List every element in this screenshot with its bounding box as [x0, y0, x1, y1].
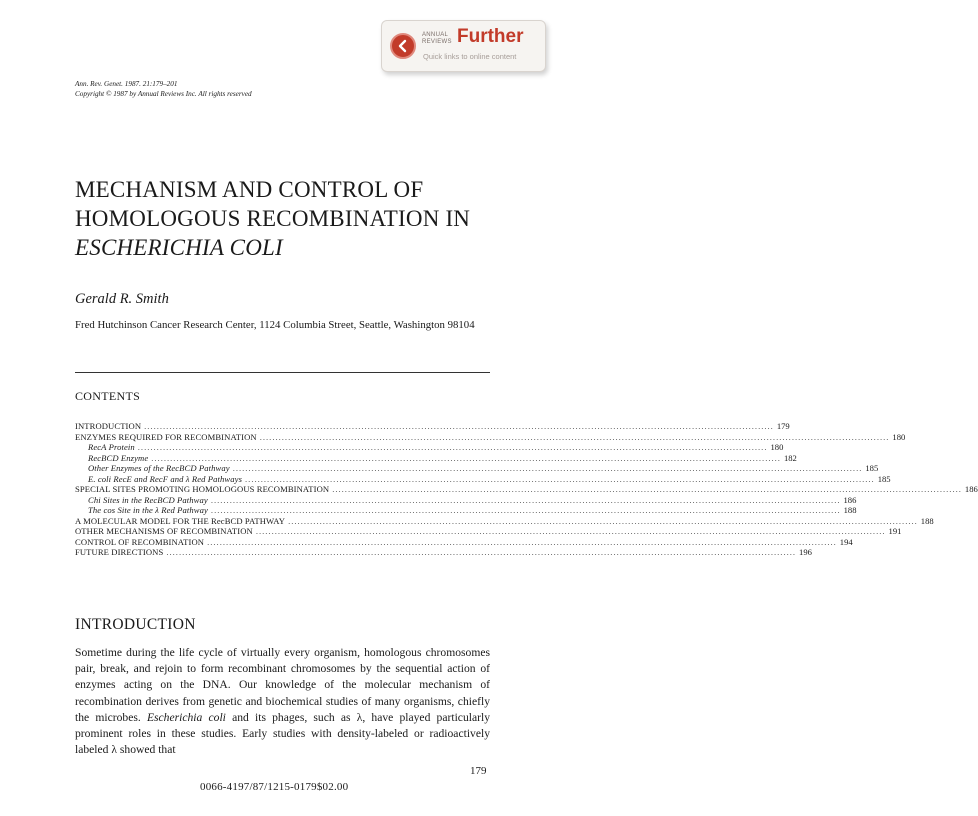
toc-entry[interactable]	[75, 442, 784, 453]
toc-entry-page: 185	[877, 473, 891, 484]
toc-entry-page: 186	[964, 484, 978, 494]
toc-leader-dots: ........................................................................................................................................................................................................	[255, 526, 886, 536]
toc-entry-label: CONTROL OF RECOMBINATION	[75, 536, 205, 547]
toc-entry[interactable]	[75, 421, 790, 432]
toc-leader-dots: ........................................................................................................................................................................................................	[166, 547, 797, 557]
toc-entry-page: 194	[839, 536, 853, 547]
introduction-heading: INTRODUCTION	[75, 616, 196, 633]
toc-leader-dots: ........................................................................................................................................................................................................	[259, 431, 890, 442]
toc-entry-label: Other Enzymes of the RecBCD Pathway	[88, 463, 230, 473]
toc-entry-page: 196	[799, 547, 812, 557]
toc-leader-dots: ........................................................................................................................................................................................................	[210, 494, 841, 505]
toc-entry-page: 188	[920, 515, 934, 526]
badge-tagline: Quick links to online content	[423, 52, 517, 61]
toc-leader-dots: ........................................................................................................................................................................................................	[288, 515, 918, 526]
toc-entry[interactable]	[75, 494, 857, 506]
toc-entry-page: 180	[892, 431, 906, 442]
toc-entry-page: 179	[776, 421, 790, 431]
table-of-contents	[75, 421, 978, 558]
author-affiliation: Fred Hutchinson Cancer Research Center, 1124 Columbia Street, Seattle, Washington 98104	[75, 319, 475, 331]
toc-entry[interactable]	[75, 452, 797, 464]
toc-entry-label: INTRODUCTION	[75, 421, 142, 431]
toc-entry-page: 182	[783, 452, 797, 463]
toc-entry-label: E. coli RecE and RecF and λ Red Pathways	[88, 473, 243, 484]
author-name: Gerald R. Smith	[75, 291, 169, 307]
toc-entry[interactable]	[75, 431, 906, 443]
toc-leader-dots: ........................................................................................................................................................................................................	[332, 484, 962, 494]
toc-entry[interactable]	[75, 547, 812, 558]
toc-entry-page: 185	[865, 463, 879, 473]
toc-entry-page: 188	[843, 505, 857, 515]
contents-heading: CONTENTS	[75, 389, 141, 403]
toc-entry[interactable]	[75, 505, 857, 516]
section-divider	[75, 372, 490, 373]
annual-reviews-logo-icon	[390, 33, 416, 59]
toc-entry-label: OTHER MECHANISMS OF RECOMBINATION	[75, 526, 253, 536]
toc-entry-label: FUTURE DIRECTIONS	[75, 547, 164, 557]
toc-entry[interactable]	[75, 484, 978, 495]
page-number: 179	[470, 765, 487, 777]
toc-entry-label: RecBCD Enzyme	[88, 452, 149, 463]
toc-entry-label: ENZYMES REQUIRED FOR RECOMBINATION	[75, 431, 257, 442]
toc-entry-page: 180	[770, 442, 784, 452]
toc-leader-dots: ........................................................................................................................................................................................................	[245, 473, 875, 484]
toc-entry[interactable]	[75, 473, 891, 485]
toc-entry-label: RecA Protein	[88, 442, 135, 452]
toc-entry[interactable]	[75, 526, 902, 537]
toc-entry[interactable]	[75, 463, 879, 474]
toc-entry[interactable]	[75, 515, 934, 527]
toc-leader-dots: ........................................................................................................................................................................................................	[210, 505, 841, 515]
badge-annual-reviews-text: ANNUAL REVIEWS	[422, 32, 452, 45]
toc-entry-label: The cos Site in the λ Red Pathway	[88, 505, 208, 515]
introduction-paragraph: Sometime during the life cycle of virtually every organism, homologous chromosomes pair, break, and rejoin to form recombinant chromosomes by the sequential action of enzymes acting on the DNA. Our knowledge of the molecular mechanism of recombination derives from genetic and biochemical studies of many organisms, chiefly the microbes. Escherichia coli and its phages, such as λ, have played particularly prominent roles in these studies. Early studies with density-labeled or radioactively labeled λ showed that	[75, 646, 490, 757]
footer-code: 0066-4197/87/1215-0179$02.00	[200, 781, 349, 793]
toc-leader-dots: ........................................................................................................................................................................................................	[151, 452, 781, 463]
citation-line: Ann. Rev. Genet. 1987. 21:179–201	[75, 80, 178, 88]
copyright-line: Copyright © 1987 by Annual Reviews Inc. All rights reserved	[75, 90, 252, 98]
toc-entry-label: A MOLECULAR MODEL FOR THE RecBCD PATHWAY	[75, 515, 286, 526]
toc-entry-page: 191	[888, 526, 902, 536]
toc-entry-label: Chi Sites in the RecBCD Pathway	[88, 494, 208, 505]
badge-further-text: Further	[457, 26, 524, 47]
toc-leader-dots: ........................................................................................................................................................................................................	[144, 421, 774, 431]
article-title: MECHANISM AND CONTROL OF HOMOLOGOUS RECOMBINATION IN ESCHERICHIA COLI	[75, 177, 471, 260]
toc-leader-dots: ........................................................................................................................................................................................................	[232, 463, 863, 473]
toc-entry[interactable]	[75, 536, 853, 548]
toc-leader-dots: ........................................................................................................................................................................................................	[137, 442, 768, 452]
toc-entry-page: 186	[843, 494, 857, 505]
further-badge[interactable]	[381, 20, 546, 72]
toc-entry-label: SPECIAL SITES PROMOTING HOMOLOGOUS RECOMBINATION	[75, 484, 330, 494]
toc-leader-dots: ........................................................................................................................................................................................................	[207, 536, 837, 547]
journal-citation	[75, 79, 252, 99]
